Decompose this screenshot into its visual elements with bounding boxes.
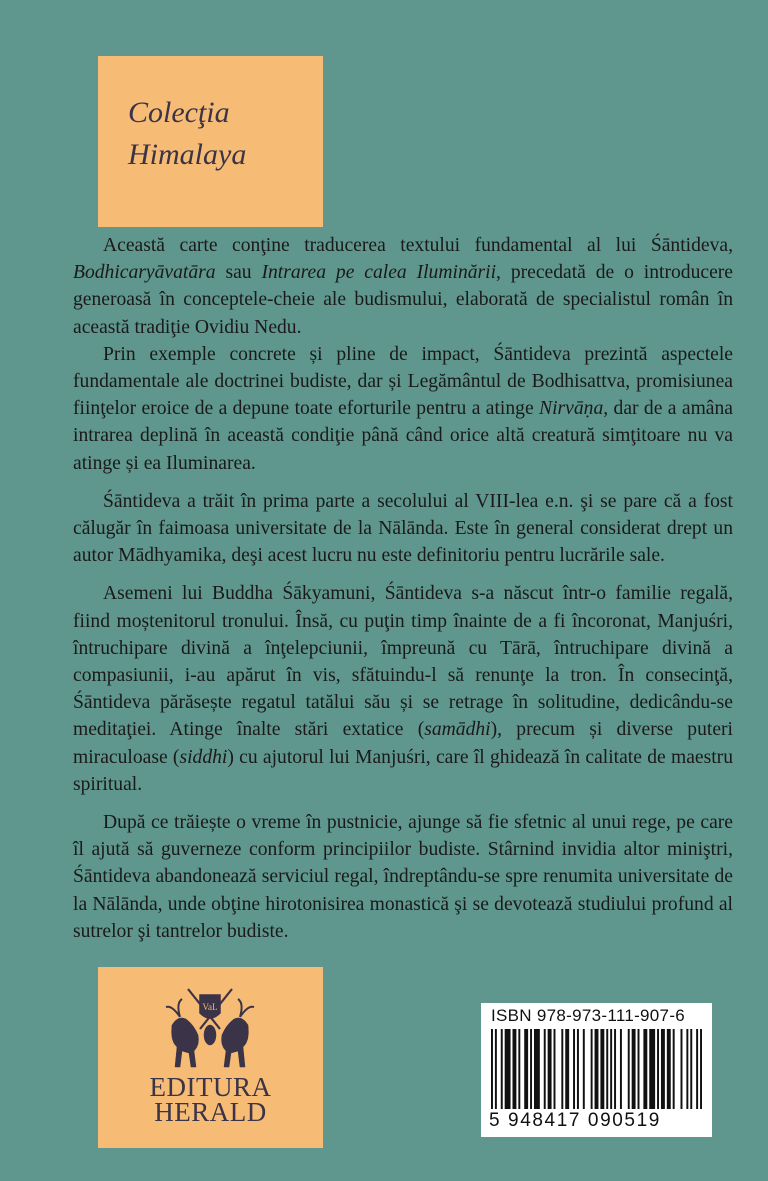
herald-deer-emblem-icon [160, 985, 260, 1071]
publisher-name-line1: EDITURA [149, 1072, 272, 1102]
collection-title [128, 92, 246, 176]
barcode-digits: 5 948417 090519 [489, 1110, 661, 1131]
blurb-paragraph-1: Această carte conţine traducerea textului fundamental al lui Śāntideva, Bodhicaryāvatāra sau Intrarea pe calea Iluminării, precedată de o introducere generoasă în conceptele-cheie ale budismului, elaborată de specialistul român în această tradiţie Ovidiu Nedu. [73, 235, 733, 338]
blurb-paragraph-4: Asemeni lui Buddha Śākyamuni, Śāntideva s-a născut într-o familie regală, fiind moștenitorul tronului. Însă, cu puţin timp înainte de a fi încoronat, Manjuśri, întruchipare divină a înţelepciunii, împreună cu Tārā, întruchipare divină a compasiunii, i-au apărut în vis, sfătuindu-l să renunţe la tron. În consecinţă, Śāntideva părăsește regatul tatălui său și se retrage în solitudine, dedicându-se meditaţiei. Atinge înalte stări extatice (samādhi), precum și diverse puteri miraculoase (siddhi) cu ajutorul lui Manjuśri, care îl ghidează în calitate de maestru spiritual. [73, 583, 733, 795]
publisher-panel [98, 967, 323, 1148]
publisher-name-line2: HERALD [154, 1097, 267, 1127]
blurb-paragraph-3: Śāntideva a trăit în prima parte a secolului al VIII-lea e.n. şi se pare că a fost călugăr în faimoasa universitate de la Nālānda. Este în general considerat drept un autor Mādhyamika, deşi acest lucru nu este definitoriu pentru lucrările sale. [73, 490, 733, 567]
logo-monogram: VaL [202, 1002, 218, 1012]
collection-title-line1: Colecţia [128, 96, 230, 129]
blurb-paragraph-2: Prin exemple concrete și pline de impact, Śāntideva prezintă aspectele fundamentale ale doctrinei budiste, dar și Legământul de Bodhisattva, promisiunea fiinţelor eroice de a depune toate eforturile pentru a atinge Nirvāṇa, dar de a amâna intrarea deplină în această condiţie până când orice altă creatură simţitoare nu va atinge și ea Iluminarea. [73, 343, 733, 474]
isbn-barcode [481, 1003, 712, 1137]
collection-title-line2: Himalaya [128, 138, 247, 171]
blurb-paragraph-5: După ce trăiește o vreme în pustnicie, ajunge să fie sfetnic al unui rege, pe care îl ajută să guverneze conform principiilor budiste. Stârnind invidia altor miniştri, Śāntideva abandonează serviciul regal, îndreptându-se spre renumita universitate de la Nālānda, unde obţine hirotonisirea monastică şi se devotează studiului profund al sutrelor şi tantrelor budiste. [73, 812, 733, 942]
barcode-bars [491, 1029, 702, 1109]
book-blurb [73, 232, 733, 956]
isbn-label: ISBN 978-973-111-907-6 [491, 1006, 686, 1025]
collection-panel [98, 56, 323, 227]
